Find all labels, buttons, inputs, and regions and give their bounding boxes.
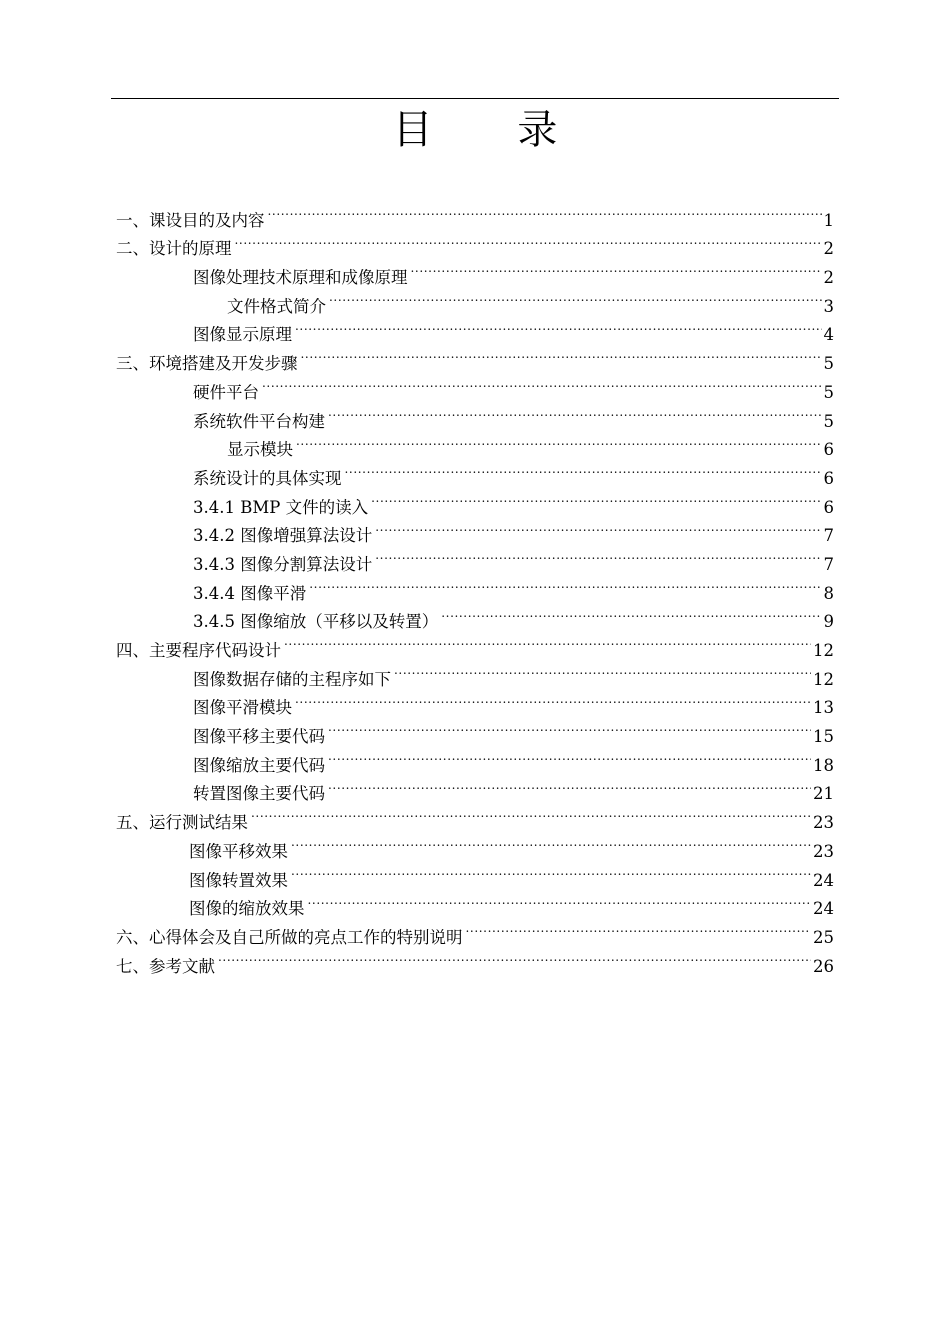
toc-entry-page-number: 24 — [813, 870, 834, 890]
toc-entry-title: 图像转置效果 — [189, 870, 288, 890]
toc-entry-title: 3.4.1 BMP 文件的读入 — [193, 497, 369, 517]
toc-entry[interactable] — [116, 455, 834, 488]
toc-entry-title: 三、环境搭建及开发步骤 — [116, 354, 298, 374]
toc-entry[interactable] — [116, 943, 834, 976]
dot-leader — [328, 398, 822, 427]
toc-entry-page-number: 6 — [823, 440, 834, 460]
toc-entry-page-number: 25 — [813, 927, 834, 947]
dot-leader — [268, 197, 822, 226]
toc-entry-title: 五、运行测试结果 — [116, 813, 248, 833]
toc-entry-title: 3.4.4 图像平滑 — [193, 583, 307, 603]
toc-entry-page-number: 5 — [823, 411, 834, 431]
toc-entry[interactable] — [116, 197, 834, 230]
toc-entry-page-number: 23 — [813, 841, 834, 861]
dot-leader — [291, 857, 811, 886]
toc-entry-page-number: 23 — [813, 813, 834, 833]
toc-entry-page-number: 6 — [823, 497, 834, 517]
dot-leader — [371, 484, 821, 513]
toc-entry-page-number: 6 — [823, 468, 834, 488]
toc-entry-title: 硬件平台 — [193, 382, 259, 402]
toc-entry-title: 图像平移效果 — [189, 841, 288, 861]
dot-leader — [296, 427, 822, 456]
toc-entry-page-number: 3 — [823, 296, 834, 316]
toc-entry-page-number: 12 — [813, 641, 834, 660]
toc-entry-page-number: 13 — [813, 698, 834, 718]
toc-entry-title: 文件格式简介 — [227, 296, 326, 316]
toc-entry-page-number: 26 — [813, 956, 834, 976]
dot-leader — [345, 455, 822, 484]
toc-entry-title: 六、心得体会及自己所做的亮点工作的特别说明 — [116, 927, 463, 947]
toc-entry-page-number: 7 — [823, 554, 834, 574]
toc-entry-title: 图像数据存储的主程序如下 — [193, 669, 391, 689]
toc-entry-title: 图像平滑模块 — [193, 698, 292, 718]
dot-leader — [309, 570, 821, 599]
dot-leader — [235, 226, 822, 255]
dot-leader — [308, 886, 812, 915]
toc-entry-page-number: 8 — [823, 583, 834, 603]
toc-entry-title: 一、课设目的及内容 — [116, 210, 265, 230]
toc-entry-title: 七、参考文献 — [116, 956, 215, 976]
dot-leader — [394, 656, 811, 685]
dot-leader — [218, 943, 811, 972]
toc-entry-page-number: 18 — [813, 755, 834, 775]
dot-leader — [251, 799, 811, 828]
toc-entry-page-number: 21 — [813, 784, 834, 804]
toc-entry-page-number: 5 — [823, 354, 834, 374]
toc-entry-page-number: 9 — [823, 612, 834, 632]
dot-leader — [411, 254, 822, 283]
toc-entry-title: 四、主要程序代码设计 — [116, 641, 281, 660]
toc-entry-page-number: 12 — [813, 669, 834, 689]
dot-leader — [301, 340, 822, 369]
table-of-contents — [116, 197, 834, 976]
dot-leader — [291, 828, 811, 857]
toc-entry-page-number: 15 — [813, 727, 834, 747]
toc-entry-title: 二、设计的原理 — [116, 239, 232, 259]
toc-entry-title: 图像缩放主要代码 — [193, 755, 325, 775]
toc-entry-title: 图像显示原理 — [193, 325, 292, 345]
toc-entry-page-number: 24 — [813, 899, 834, 919]
toc-entry-title: 系统软件平台构建 — [193, 411, 325, 431]
dot-leader — [262, 369, 822, 398]
page-title: 目 录 — [392, 107, 594, 153]
dot-leader — [329, 283, 822, 312]
dot-leader — [295, 312, 822, 341]
toc-entry-title: 显示模块 — [227, 440, 293, 460]
toc-entry-title: 图像的缩放效果 — [189, 899, 305, 919]
toc-entry-title: 3.4.2 图像增强算法设计 — [193, 526, 373, 546]
toc-entry-title: 3.4.3 图像分割算法设计 — [193, 554, 373, 574]
toc-entry-title: 转置图像主要代码 — [193, 784, 325, 804]
dot-leader — [295, 685, 811, 714]
toc-entry-page-number: 2 — [823, 239, 834, 259]
toc-entry-title: 图像平移主要代码 — [193, 727, 325, 747]
dot-leader — [375, 513, 821, 542]
header-rule — [111, 98, 839, 99]
dot-leader — [441, 599, 821, 628]
dot-leader — [328, 771, 811, 800]
toc-entry-page-number: 1 — [823, 210, 834, 230]
dot-leader — [466, 914, 812, 943]
toc-entry-title: 3.4.5 图像缩放（平移以及转置） — [193, 612, 439, 632]
toc-entry[interactable] — [116, 312, 834, 345]
dot-leader — [284, 627, 811, 656]
toc-entry-title: 图像处理技术原理和成像原理 — [193, 268, 408, 288]
dot-leader — [328, 742, 811, 771]
dot-leader — [375, 541, 821, 570]
toc-entry-page-number: 4 — [823, 325, 834, 345]
toc-entry-title: 系统设计的具体实现 — [193, 468, 342, 488]
toc-entry-page-number: 5 — [823, 382, 834, 402]
toc-entry-page-number: 7 — [823, 526, 834, 546]
toc-entry-page-number: 2 — [823, 268, 834, 288]
dot-leader — [328, 713, 811, 742]
